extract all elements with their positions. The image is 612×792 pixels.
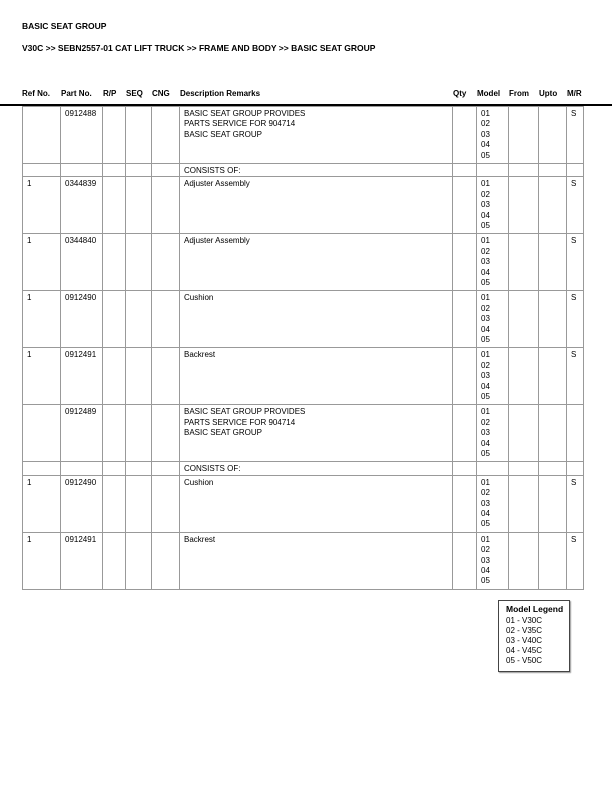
model-cell: 01 02 03 04 05 bbox=[477, 234, 509, 291]
description-cell: BASIC SEAT GROUP PROVIDES PARTS SERVICE FOR 904714 BASIC SEAT GROUP bbox=[180, 405, 453, 462]
ref-cell bbox=[23, 462, 61, 475]
cng-cell bbox=[152, 234, 180, 291]
ref-cell bbox=[23, 405, 61, 462]
mr-cell bbox=[567, 462, 584, 475]
legend-item: 05 - V50C bbox=[506, 656, 543, 665]
upto-cell bbox=[539, 462, 567, 475]
breadcrumb: V30C >> SEBN2557-01 CAT LIFT TRUCK >> FRAME AND BODY >> BASIC SEAT GROUP bbox=[22, 43, 376, 53]
seq-cell bbox=[126, 475, 152, 532]
part-no-cell: 0912490 bbox=[61, 475, 103, 532]
col-header-rp: R/P bbox=[103, 89, 117, 98]
description-cell: Adjuster Assembly bbox=[180, 234, 453, 291]
cng-cell bbox=[152, 532, 180, 589]
upto-cell bbox=[539, 164, 567, 177]
model-cell: 01 02 03 04 05 bbox=[477, 177, 509, 234]
model-cell: 01 02 03 04 05 bbox=[477, 475, 509, 532]
rp-cell bbox=[103, 475, 126, 532]
legend-item: 03 - V40C bbox=[506, 636, 543, 645]
part-no-cell: 0912491 bbox=[61, 532, 103, 589]
part-no-cell: 0912489 bbox=[61, 405, 103, 462]
seq-cell bbox=[126, 107, 152, 164]
qty-cell bbox=[453, 107, 477, 164]
upto-cell bbox=[539, 348, 567, 405]
qty-cell bbox=[453, 405, 477, 462]
table-row bbox=[23, 462, 584, 475]
cng-cell bbox=[152, 164, 180, 177]
mr-cell: S bbox=[567, 291, 584, 348]
table-row bbox=[23, 405, 584, 462]
mr-cell: S bbox=[567, 234, 584, 291]
qty-cell bbox=[453, 348, 477, 405]
seq-cell bbox=[126, 462, 152, 475]
part-no-cell: 0912490 bbox=[61, 291, 103, 348]
ref-cell: 1 bbox=[23, 291, 61, 348]
cng-cell bbox=[152, 475, 180, 532]
rp-cell bbox=[103, 348, 126, 405]
page-title: BASIC SEAT GROUP bbox=[22, 21, 107, 31]
ref-cell: 1 bbox=[23, 348, 61, 405]
col-header-ref: Ref No. bbox=[22, 89, 50, 98]
description-cell: Adjuster Assembly bbox=[180, 177, 453, 234]
seq-cell bbox=[126, 291, 152, 348]
upto-cell bbox=[539, 405, 567, 462]
legend-title: Model Legend bbox=[506, 604, 564, 614]
ref-cell: 1 bbox=[23, 177, 61, 234]
model-cell bbox=[477, 462, 509, 475]
qty-cell bbox=[453, 475, 477, 532]
part-no-cell: 0912491 bbox=[61, 348, 103, 405]
cng-cell bbox=[152, 177, 180, 234]
description-cell: Backrest bbox=[180, 532, 453, 589]
seq-cell bbox=[126, 177, 152, 234]
model-cell: 01 02 03 04 05 bbox=[477, 291, 509, 348]
part-no-cell bbox=[61, 164, 103, 177]
upto-cell bbox=[539, 177, 567, 234]
seq-cell bbox=[126, 234, 152, 291]
description-cell: CONSISTS OF: bbox=[180, 164, 453, 177]
legend-item: 02 - V35C bbox=[506, 626, 543, 635]
description-cell: Cushion bbox=[180, 291, 453, 348]
seq-cell bbox=[126, 164, 152, 177]
legend-item: 04 - V45C bbox=[506, 646, 543, 655]
mr-cell bbox=[567, 164, 584, 177]
table-row bbox=[23, 348, 584, 405]
part-no-cell: 0344839 bbox=[61, 177, 103, 234]
from-cell bbox=[509, 532, 539, 589]
from-cell bbox=[509, 107, 539, 164]
col-header-cng: CNG bbox=[152, 89, 170, 98]
cng-cell bbox=[152, 291, 180, 348]
col-header-seq: SEQ bbox=[126, 89, 143, 98]
cng-cell bbox=[152, 107, 180, 164]
col-header-qty: Qty bbox=[453, 89, 467, 98]
description-cell: Cushion bbox=[180, 475, 453, 532]
cng-cell bbox=[152, 405, 180, 462]
from-cell bbox=[509, 348, 539, 405]
model-cell: 01 02 03 04 05 bbox=[477, 532, 509, 589]
rp-cell bbox=[103, 177, 126, 234]
model-cell: 01 02 03 04 05 bbox=[477, 405, 509, 462]
parts-table bbox=[22, 106, 584, 590]
qty-cell bbox=[453, 234, 477, 291]
seq-cell bbox=[126, 405, 152, 462]
table-row bbox=[23, 475, 584, 532]
seq-cell bbox=[126, 348, 152, 405]
cng-cell bbox=[152, 462, 180, 475]
col-header-part: Part No. bbox=[61, 89, 92, 98]
table-row bbox=[23, 177, 584, 234]
col-header-upto: Upto bbox=[539, 89, 558, 98]
table-row bbox=[23, 234, 584, 291]
ref-cell: 1 bbox=[23, 475, 61, 532]
model-cell bbox=[477, 164, 509, 177]
part-no-cell: 0344840 bbox=[61, 234, 103, 291]
ref-cell: 1 bbox=[23, 234, 61, 291]
mr-cell: S bbox=[567, 348, 584, 405]
rp-cell bbox=[103, 234, 126, 291]
table-row bbox=[23, 532, 584, 589]
table-row bbox=[23, 291, 584, 348]
from-cell bbox=[509, 405, 539, 462]
description-cell: Backrest bbox=[180, 348, 453, 405]
qty-cell bbox=[453, 164, 477, 177]
cng-cell bbox=[152, 348, 180, 405]
description-cell: CONSISTS OF: bbox=[180, 462, 453, 475]
rp-cell bbox=[103, 164, 126, 177]
col-header-mr: M/R bbox=[567, 89, 582, 98]
table-row bbox=[23, 107, 584, 164]
col-header-description: Description Remarks bbox=[180, 89, 261, 98]
col-header-from: From bbox=[509, 89, 529, 98]
from-cell bbox=[509, 177, 539, 234]
rp-cell bbox=[103, 107, 126, 164]
mr-cell: S bbox=[567, 475, 584, 532]
upto-cell bbox=[539, 475, 567, 532]
rp-cell bbox=[103, 462, 126, 475]
model-cell: 01 02 03 04 05 bbox=[477, 348, 509, 405]
upto-cell bbox=[539, 532, 567, 589]
qty-cell bbox=[453, 291, 477, 348]
col-header-model: Model bbox=[477, 89, 501, 98]
part-no-cell bbox=[61, 462, 103, 475]
from-cell bbox=[509, 475, 539, 532]
qty-cell bbox=[453, 462, 477, 475]
part-no-cell: 0912488 bbox=[61, 107, 103, 164]
seq-cell bbox=[126, 532, 152, 589]
upto-cell bbox=[539, 234, 567, 291]
upto-cell bbox=[539, 291, 567, 348]
from-cell bbox=[509, 164, 539, 177]
rp-cell bbox=[103, 291, 126, 348]
qty-cell bbox=[453, 177, 477, 234]
table-row bbox=[23, 164, 584, 177]
qty-cell bbox=[453, 532, 477, 589]
mr-cell: S bbox=[567, 177, 584, 234]
from-cell bbox=[509, 234, 539, 291]
description-cell: BASIC SEAT GROUP PROVIDES PARTS SERVICE FOR 904714 BASIC SEAT GROUP bbox=[180, 107, 453, 164]
mr-cell bbox=[567, 405, 584, 462]
ref-cell bbox=[23, 164, 61, 177]
upto-cell bbox=[539, 107, 567, 164]
legend-item: 01 - V30C bbox=[506, 616, 543, 625]
ref-cell: 1 bbox=[23, 532, 61, 589]
model-cell: 01 02 03 04 05 bbox=[477, 107, 509, 164]
from-cell bbox=[509, 291, 539, 348]
rp-cell bbox=[103, 405, 126, 462]
ref-cell bbox=[23, 107, 61, 164]
mr-cell: S bbox=[567, 107, 584, 164]
from-cell bbox=[509, 462, 539, 475]
model-legend bbox=[498, 600, 570, 672]
rp-cell bbox=[103, 532, 126, 589]
mr-cell: S bbox=[567, 532, 584, 589]
